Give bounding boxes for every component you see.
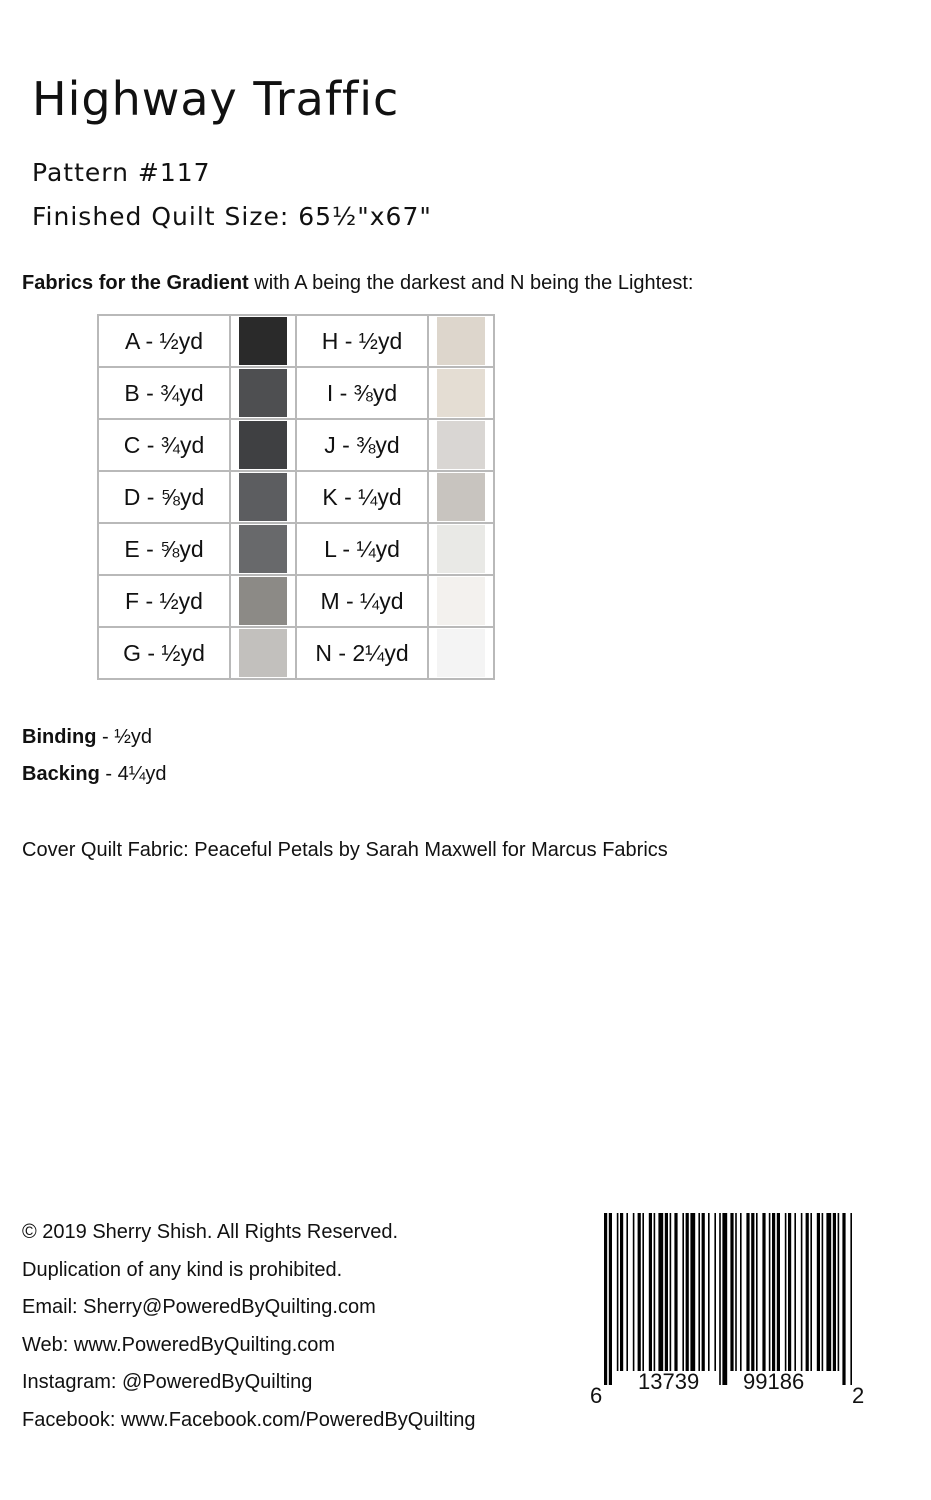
- fabric-row: [98, 419, 494, 471]
- barcode-bar: [772, 1213, 775, 1371]
- fabric-label: J - ⅜yd: [296, 419, 428, 471]
- backing-label: Backing: [22, 763, 100, 785]
- fabric-swatch-cell: [428, 471, 494, 523]
- fabric-row: [98, 523, 494, 575]
- barcode-bar: [826, 1213, 831, 1371]
- fabric-swatch-cell: [230, 523, 296, 575]
- barcode-last-digit: 2: [852, 1383, 865, 1408]
- fabric-swatch: [437, 629, 485, 677]
- fabric-label: E - ⅝yd: [98, 523, 230, 575]
- fabric-swatch-cell: [230, 575, 296, 627]
- facebook-line: Facebook: www.Facebook.com/PoweredByQuilting: [22, 1408, 476, 1431]
- barcode-bar: [822, 1213, 824, 1371]
- duplication-line: Duplication of any kind is prohibited.: [22, 1258, 343, 1281]
- barcode-bar: [833, 1213, 836, 1371]
- barcode-bar: [794, 1213, 796, 1371]
- cover-fabric-note: Cover Quilt Fabric: Peaceful Petals by Sarah Maxwell for Marcus Fabrics: [22, 839, 668, 861]
- barcode-bar: [617, 1213, 619, 1371]
- fabric-label: F - ½yd: [98, 575, 230, 627]
- barcode-bar: [702, 1213, 705, 1371]
- barcode-bar: [769, 1213, 771, 1371]
- fabric-label: N - 2¼yd: [296, 627, 428, 679]
- barcode-bar: [658, 1213, 663, 1371]
- fabrics-intro: [22, 272, 693, 295]
- fabric-swatch-cell: [428, 627, 494, 679]
- fabric-swatch: [437, 577, 485, 625]
- barcode-bar: [654, 1213, 656, 1371]
- fabric-row: [98, 367, 494, 419]
- fabric-swatch: [437, 525, 485, 573]
- fabric-swatch: [437, 317, 485, 365]
- instagram-line: Instagram: @PoweredByQuilting: [22, 1371, 313, 1394]
- fabrics-intro-heading: Fabrics for the Gradient: [22, 272, 249, 294]
- barcode-bar: [740, 1213, 742, 1371]
- barcode-bar: [719, 1213, 721, 1385]
- fabric-swatch-cell: [230, 471, 296, 523]
- fabric-row: [98, 575, 494, 627]
- fabric-swatch: [437, 473, 485, 521]
- fabric-swatch: [239, 369, 287, 417]
- fabric-row: [98, 471, 494, 523]
- barcode-bar: [735, 1213, 737, 1371]
- barcode-bar: [620, 1213, 623, 1371]
- fabric-swatch-cell: [428, 419, 494, 471]
- barcode-bar: [788, 1213, 791, 1371]
- barcode-bar: [665, 1213, 668, 1371]
- fabric-swatch-cell: [230, 367, 296, 419]
- barcode-bar: [682, 1213, 684, 1371]
- fabric-swatch: [239, 473, 287, 521]
- fabric-swatch-cell: [230, 627, 296, 679]
- barcode-bar: [842, 1213, 845, 1385]
- barcode-bar: [777, 1213, 780, 1371]
- backing-line: [22, 763, 167, 786]
- barcode-bar: [642, 1213, 644, 1371]
- fabric-label: B - ¾yd: [98, 367, 230, 419]
- fabric-label: M - ¼yd: [296, 575, 428, 627]
- fabric-label: L - ¼yd: [296, 523, 428, 575]
- binding-amount: - ½yd: [96, 726, 153, 748]
- upc-barcode: [590, 1213, 865, 1413]
- barcode-bar: [670, 1213, 672, 1371]
- barcode-bar: [633, 1213, 635, 1371]
- fabric-swatch: [239, 629, 287, 677]
- barcode-bar: [801, 1213, 803, 1371]
- fabric-swatch: [239, 317, 287, 365]
- email-line: Email: Sherry@PoweredByQuilting.com: [22, 1296, 376, 1319]
- fabric-label: G - ½yd: [98, 627, 230, 679]
- barcode-bar: [649, 1213, 652, 1371]
- barcode-bar: [722, 1213, 727, 1385]
- fabric-label: H - ½yd: [296, 315, 428, 367]
- fabric-swatch-cell: [428, 575, 494, 627]
- barcode-bar: [850, 1213, 852, 1385]
- barcode-bar: [609, 1213, 612, 1385]
- barcode-bar: [708, 1213, 710, 1371]
- fabric-swatch-cell: [230, 419, 296, 471]
- fabric-label: K - ¼yd: [296, 471, 428, 523]
- barcode-bar: [785, 1213, 787, 1371]
- barcode-bar: [751, 1213, 754, 1371]
- fabric-row: [98, 627, 494, 679]
- barcode-bar: [638, 1213, 641, 1371]
- barcode-bar: [690, 1213, 695, 1371]
- barcode-left-digits: 13739: [638, 1369, 700, 1394]
- binding-line: [22, 726, 152, 749]
- fabric-table: [97, 314, 495, 680]
- fabric-swatch: [437, 421, 485, 469]
- fabric-swatch-cell: [428, 523, 494, 575]
- fabric-label: C - ¾yd: [98, 419, 230, 471]
- barcode-bar: [674, 1213, 677, 1371]
- fabric-swatch-cell: [230, 315, 296, 367]
- pattern-title: Highway Traffic: [32, 72, 400, 126]
- barcode-bar: [817, 1213, 820, 1371]
- barcode-bar: [698, 1213, 700, 1371]
- fabric-label: D - ⅝yd: [98, 471, 230, 523]
- backing-amount: - 4¼yd: [99, 763, 167, 785]
- fabric-swatch-cell: [428, 315, 494, 367]
- fabric-label: A - ½yd: [98, 315, 230, 367]
- pattern-number: Pattern #117: [32, 158, 211, 187]
- barcode-bar: [604, 1213, 607, 1385]
- barcode-bar: [806, 1213, 809, 1371]
- barcode-first-digit: 6: [590, 1383, 603, 1408]
- fabric-swatch-cell: [428, 367, 494, 419]
- footer-info: [22, 1214, 476, 1440]
- binding-label: Binding: [22, 726, 97, 748]
- fabric-label: I - ⅜yd: [296, 367, 428, 419]
- barcode-bar: [838, 1213, 840, 1371]
- barcode-bar: [810, 1213, 812, 1371]
- web-line: Web: www.PoweredByQuilting.com: [22, 1333, 336, 1356]
- fabric-swatch: [239, 421, 287, 469]
- barcode-bar: [756, 1213, 758, 1371]
- barcode-bar: [746, 1213, 749, 1371]
- barcode-bar: [762, 1213, 765, 1371]
- copyright-line: © 2019 Sherry Shish. All Rights Reserved.: [22, 1221, 399, 1243]
- finished-size: Finished Quilt Size: 65½"x67": [32, 202, 432, 231]
- barcode-bar: [626, 1213, 628, 1371]
- barcode-bars: [590, 1213, 862, 1385]
- barcode-bar: [730, 1213, 733, 1371]
- fabric-swatch: [239, 525, 287, 573]
- fabrics-intro-text: with A being the darkest and N being the Lightest:: [248, 272, 694, 294]
- fabric-swatch: [239, 577, 287, 625]
- fabric-row: [98, 315, 494, 367]
- barcode-right-digits: 99186: [743, 1369, 805, 1394]
- barcode-bar: [686, 1213, 689, 1371]
- barcode-bar: [714, 1213, 716, 1371]
- fabric-swatch: [437, 369, 485, 417]
